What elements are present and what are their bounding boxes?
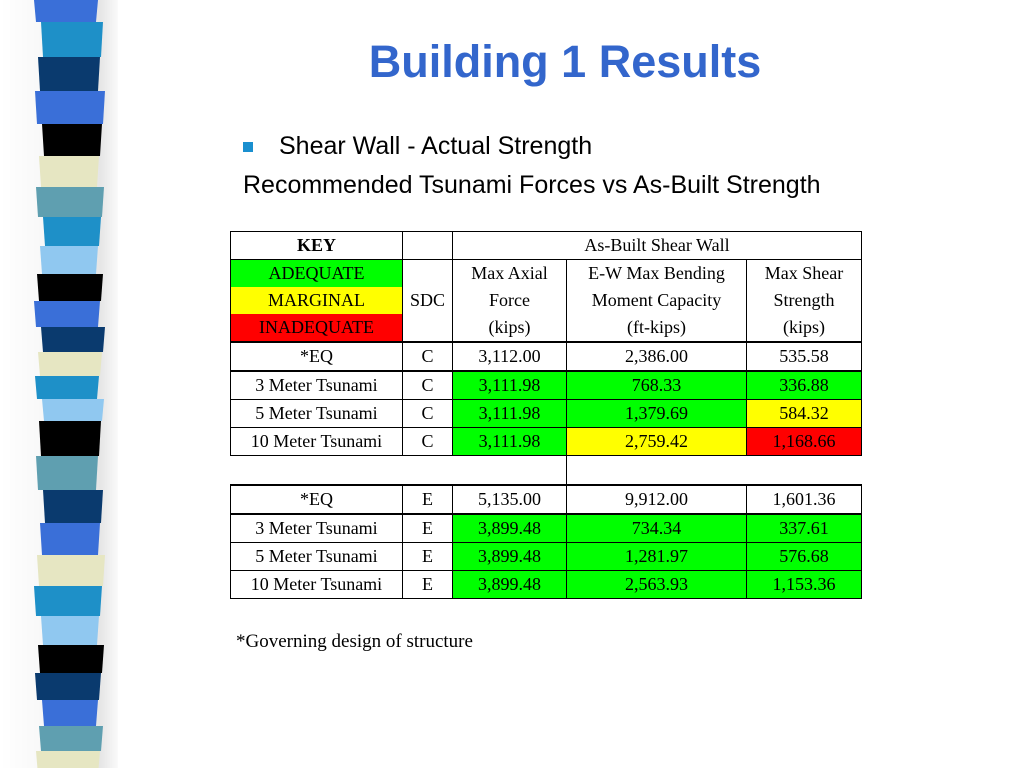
row-label: 5 Meter Tsunami: [231, 400, 403, 428]
cell-moment: 734.34: [567, 514, 747, 543]
cell-axial: 3,111.98: [453, 428, 567, 456]
row-label: *EQ: [231, 342, 403, 371]
stripe-block: [36, 456, 98, 490]
cell-moment: 2,759.42: [567, 428, 747, 456]
header-row-4: [231, 314, 862, 342]
cell-shear: 1,153.36: [747, 571, 862, 599]
col-shear-line1: Max Shear: [747, 260, 862, 288]
bullet-square-icon: [243, 142, 253, 152]
cell-moment: 768.33: [567, 371, 747, 400]
table-row: [231, 428, 862, 456]
row-label: 3 Meter Tsunami: [231, 514, 403, 543]
header-blank: [403, 232, 453, 260]
cell-moment: 9,912.00: [567, 485, 747, 514]
decorative-stripe: [0, 0, 118, 768]
row-sdc: C: [403, 371, 453, 400]
cell-shear: 1,601.36: [747, 485, 862, 514]
bullet-text: Shear Wall - Actual Strength: [279, 132, 593, 160]
stripe-block: [38, 645, 104, 673]
col-axial-line3: (kips): [453, 314, 567, 342]
stripe-block: [43, 490, 103, 523]
cell-axial: 3,899.48: [453, 514, 567, 543]
cell-shear: 336.88: [747, 371, 862, 400]
results-table: [230, 231, 862, 599]
stripe-block: [36, 751, 100, 768]
cell-axial: 3,111.98: [453, 371, 567, 400]
row-sdc: C: [403, 428, 453, 456]
cell-shear: 535.58: [747, 342, 862, 371]
cell-moment: 1,379.69: [567, 400, 747, 428]
key-adequate: ADEQUATE: [231, 260, 403, 288]
cell-axial: 3,111.98: [453, 400, 567, 428]
slide-subtitle: Recommended Tsunami Forces vs As-Built Strength: [243, 171, 821, 199]
row-sdc: E: [403, 571, 453, 599]
stripe-block: [34, 586, 102, 616]
table-row: [231, 485, 862, 514]
col-moment-line1: E-W Max Bending: [567, 260, 747, 288]
cell-shear: 337.61: [747, 514, 862, 543]
stripe-block: [38, 352, 102, 376]
row-label: *EQ: [231, 485, 403, 514]
slide-title: Building 1 Results: [368, 36, 762, 87]
stripe-block: [35, 376, 99, 399]
table-row: [231, 371, 862, 400]
table-row: [231, 571, 862, 599]
col-shear-line2: Strength: [747, 287, 862, 314]
cell-moment: 2,563.93: [567, 571, 747, 599]
footnote: *Governing design of structure: [236, 631, 473, 652]
stripe-block: [36, 187, 104, 217]
stripe-block: [41, 616, 99, 645]
cell-shear: 1,168.66: [747, 428, 862, 456]
row-label: 10 Meter Tsunami: [231, 428, 403, 456]
row-label: 3 Meter Tsunami: [231, 371, 403, 400]
row-sdc: E: [403, 543, 453, 571]
table-row: [231, 400, 862, 428]
header-row-3: [231, 287, 862, 314]
col-axial-line1: Max Axial: [453, 260, 567, 288]
row-sdc: E: [403, 485, 453, 514]
row-sdc: C: [403, 342, 453, 371]
stripe-block: [42, 399, 104, 421]
stripe-block: [40, 523, 100, 555]
stripe-block: [35, 91, 105, 124]
col-moment-line3: (ft-kips): [567, 314, 747, 342]
stripe-block: [37, 555, 105, 586]
table-row: [231, 342, 862, 371]
row-label: 5 Meter Tsunami: [231, 543, 403, 571]
table-row: [231, 543, 862, 571]
header-row-2: [231, 260, 862, 288]
col-axial-line2: Force: [453, 287, 567, 314]
stripe-block: [40, 246, 98, 274]
stripe-block: [43, 217, 101, 246]
stripe-block: [42, 124, 102, 156]
cell-moment: 2,386.00: [567, 342, 747, 371]
key-inadequate: INADEQUATE: [231, 314, 403, 342]
key-header: KEY: [231, 232, 403, 260]
cell-shear: 584.32: [747, 400, 862, 428]
group-header: As-Built Shear Wall: [453, 232, 862, 260]
cell-moment: 1,281.97: [567, 543, 747, 571]
stripe-block: [41, 22, 103, 57]
cell-axial: 3,112.00: [453, 342, 567, 371]
stripe-block: [35, 673, 101, 700]
row-sdc: E: [403, 514, 453, 543]
cell-shear: 576.68: [747, 543, 862, 571]
stripe-block: [39, 726, 103, 751]
stripe-block: [34, 0, 98, 22]
key-marginal: MARGINAL: [231, 287, 403, 314]
table-row: [231, 514, 862, 543]
stripe-block: [39, 421, 101, 456]
section-gap: [231, 456, 862, 486]
row-label: 10 Meter Tsunami: [231, 571, 403, 599]
cell-axial: 3,899.48: [453, 571, 567, 599]
stripe-block: [42, 700, 98, 726]
header-row-1: [231, 232, 862, 260]
sdc-header: SDC: [403, 260, 453, 343]
col-shear-line3: (kips): [747, 314, 862, 342]
row-sdc: C: [403, 400, 453, 428]
cell-axial: 3,899.48: [453, 543, 567, 571]
cell-axial: 5,135.00: [453, 485, 567, 514]
stripe-block: [41, 327, 105, 352]
stripe-block: [37, 274, 103, 301]
stripe-block: [39, 156, 99, 187]
stripe-block: [38, 57, 100, 91]
stripe-block: [34, 301, 100, 327]
col-moment-line2: Moment Capacity: [567, 287, 747, 314]
